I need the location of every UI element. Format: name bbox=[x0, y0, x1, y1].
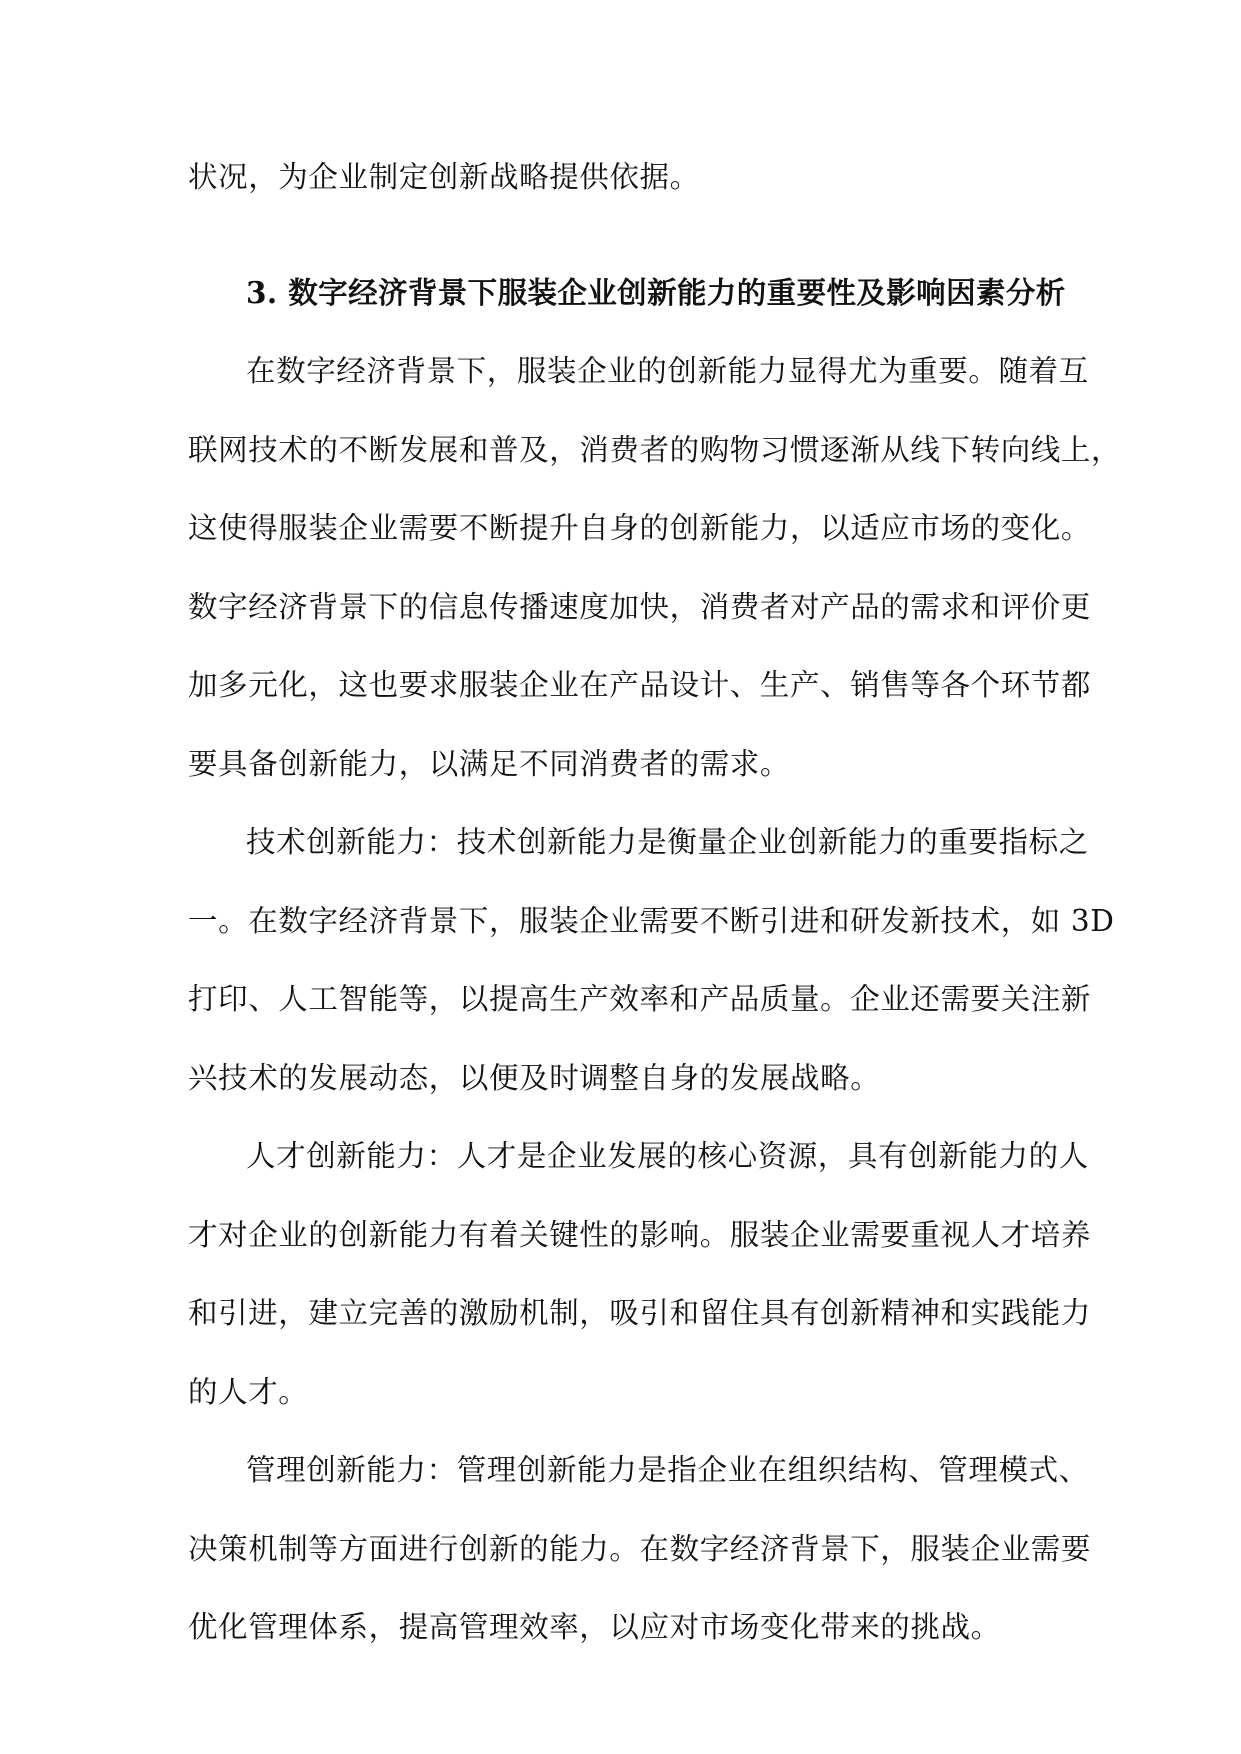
paragraph-line: 在数字经济背景下，服装企业的创新能力显得尤为重要。随着互 bbox=[246, 354, 1089, 388]
paragraph-line: 联网技术的不断发展和普及，消费者的购物习惯逐渐从线下转向线上， bbox=[188, 432, 1122, 467]
paragraph-line: 技术创新能力：技术创新能力是衡量企业创新能力的重要指标之 bbox=[246, 825, 1089, 859]
paragraph-line: 要具备创新能力，以满足不同消费者的需求。 bbox=[188, 746, 791, 781]
paragraph-line: 才对企业的创新能力有着关键性的影响。服装企业需要重视人才培养 bbox=[188, 1217, 1092, 1252]
paragraph-talent-innovation bbox=[188, 1117, 1092, 1431]
section-heading: 3. 数字经济背景下服装企业创新能力的重要性及影响因素分析 bbox=[246, 274, 1066, 310]
paragraph-line: 优化管理体系，提高管理效率，以应对市场变化带来的挑战。 bbox=[188, 1610, 1001, 1644]
paragraph-line: 数字经济背景下的信息传播速度加快，消费者对产品的需求和评价更 bbox=[188, 589, 1092, 624]
paragraph-importance bbox=[188, 332, 1122, 803]
paragraph-line: 加多元化，这也要求服装企业在产品设计、生产、销售等各个环节都 bbox=[188, 668, 1092, 702]
paragraph-line: 兴技术的发展动态，以便及时调整自身的发展战略。 bbox=[188, 1060, 881, 1095]
paragraph-line: 打印、人工智能等，以提高生产效率和产品质量。企业还需要关注新 bbox=[188, 982, 1092, 1016]
paragraph-line: 一。在数字经济背景下，服装企业需要不断引进和研发新技术，如 3D bbox=[188, 903, 1115, 938]
continuation-line: 状况，为企业制定创新战略提供依据。 bbox=[188, 160, 700, 194]
paragraph-line: 和引进，建立完善的激励机制，吸引和留住具有创新精神和实践能力 bbox=[188, 1296, 1092, 1330]
paragraph-line: 决策机制等方面进行创新的能力。在数字经济背景下，服装企业需要 bbox=[188, 1531, 1092, 1566]
paragraph-line: 这使得服装企业需要不断提升自身的创新能力，以适应市场的变化。 bbox=[188, 511, 1092, 545]
paragraph-line: 人才创新能力：人才是企业发展的核心资源，具有创新能力的人 bbox=[246, 1139, 1089, 1173]
section-spacer bbox=[188, 217, 1058, 254]
paragraph-technical-innovation bbox=[188, 803, 1115, 1117]
document-body bbox=[188, 138, 1122, 1667]
paragraph-line: 管理创新能力：管理创新能力是指企业在组织结构、管理模式、 bbox=[246, 1453, 1089, 1487]
paragraph-management-innovation bbox=[188, 1431, 1092, 1667]
paragraph-line: 的人才。 bbox=[188, 1374, 309, 1409]
